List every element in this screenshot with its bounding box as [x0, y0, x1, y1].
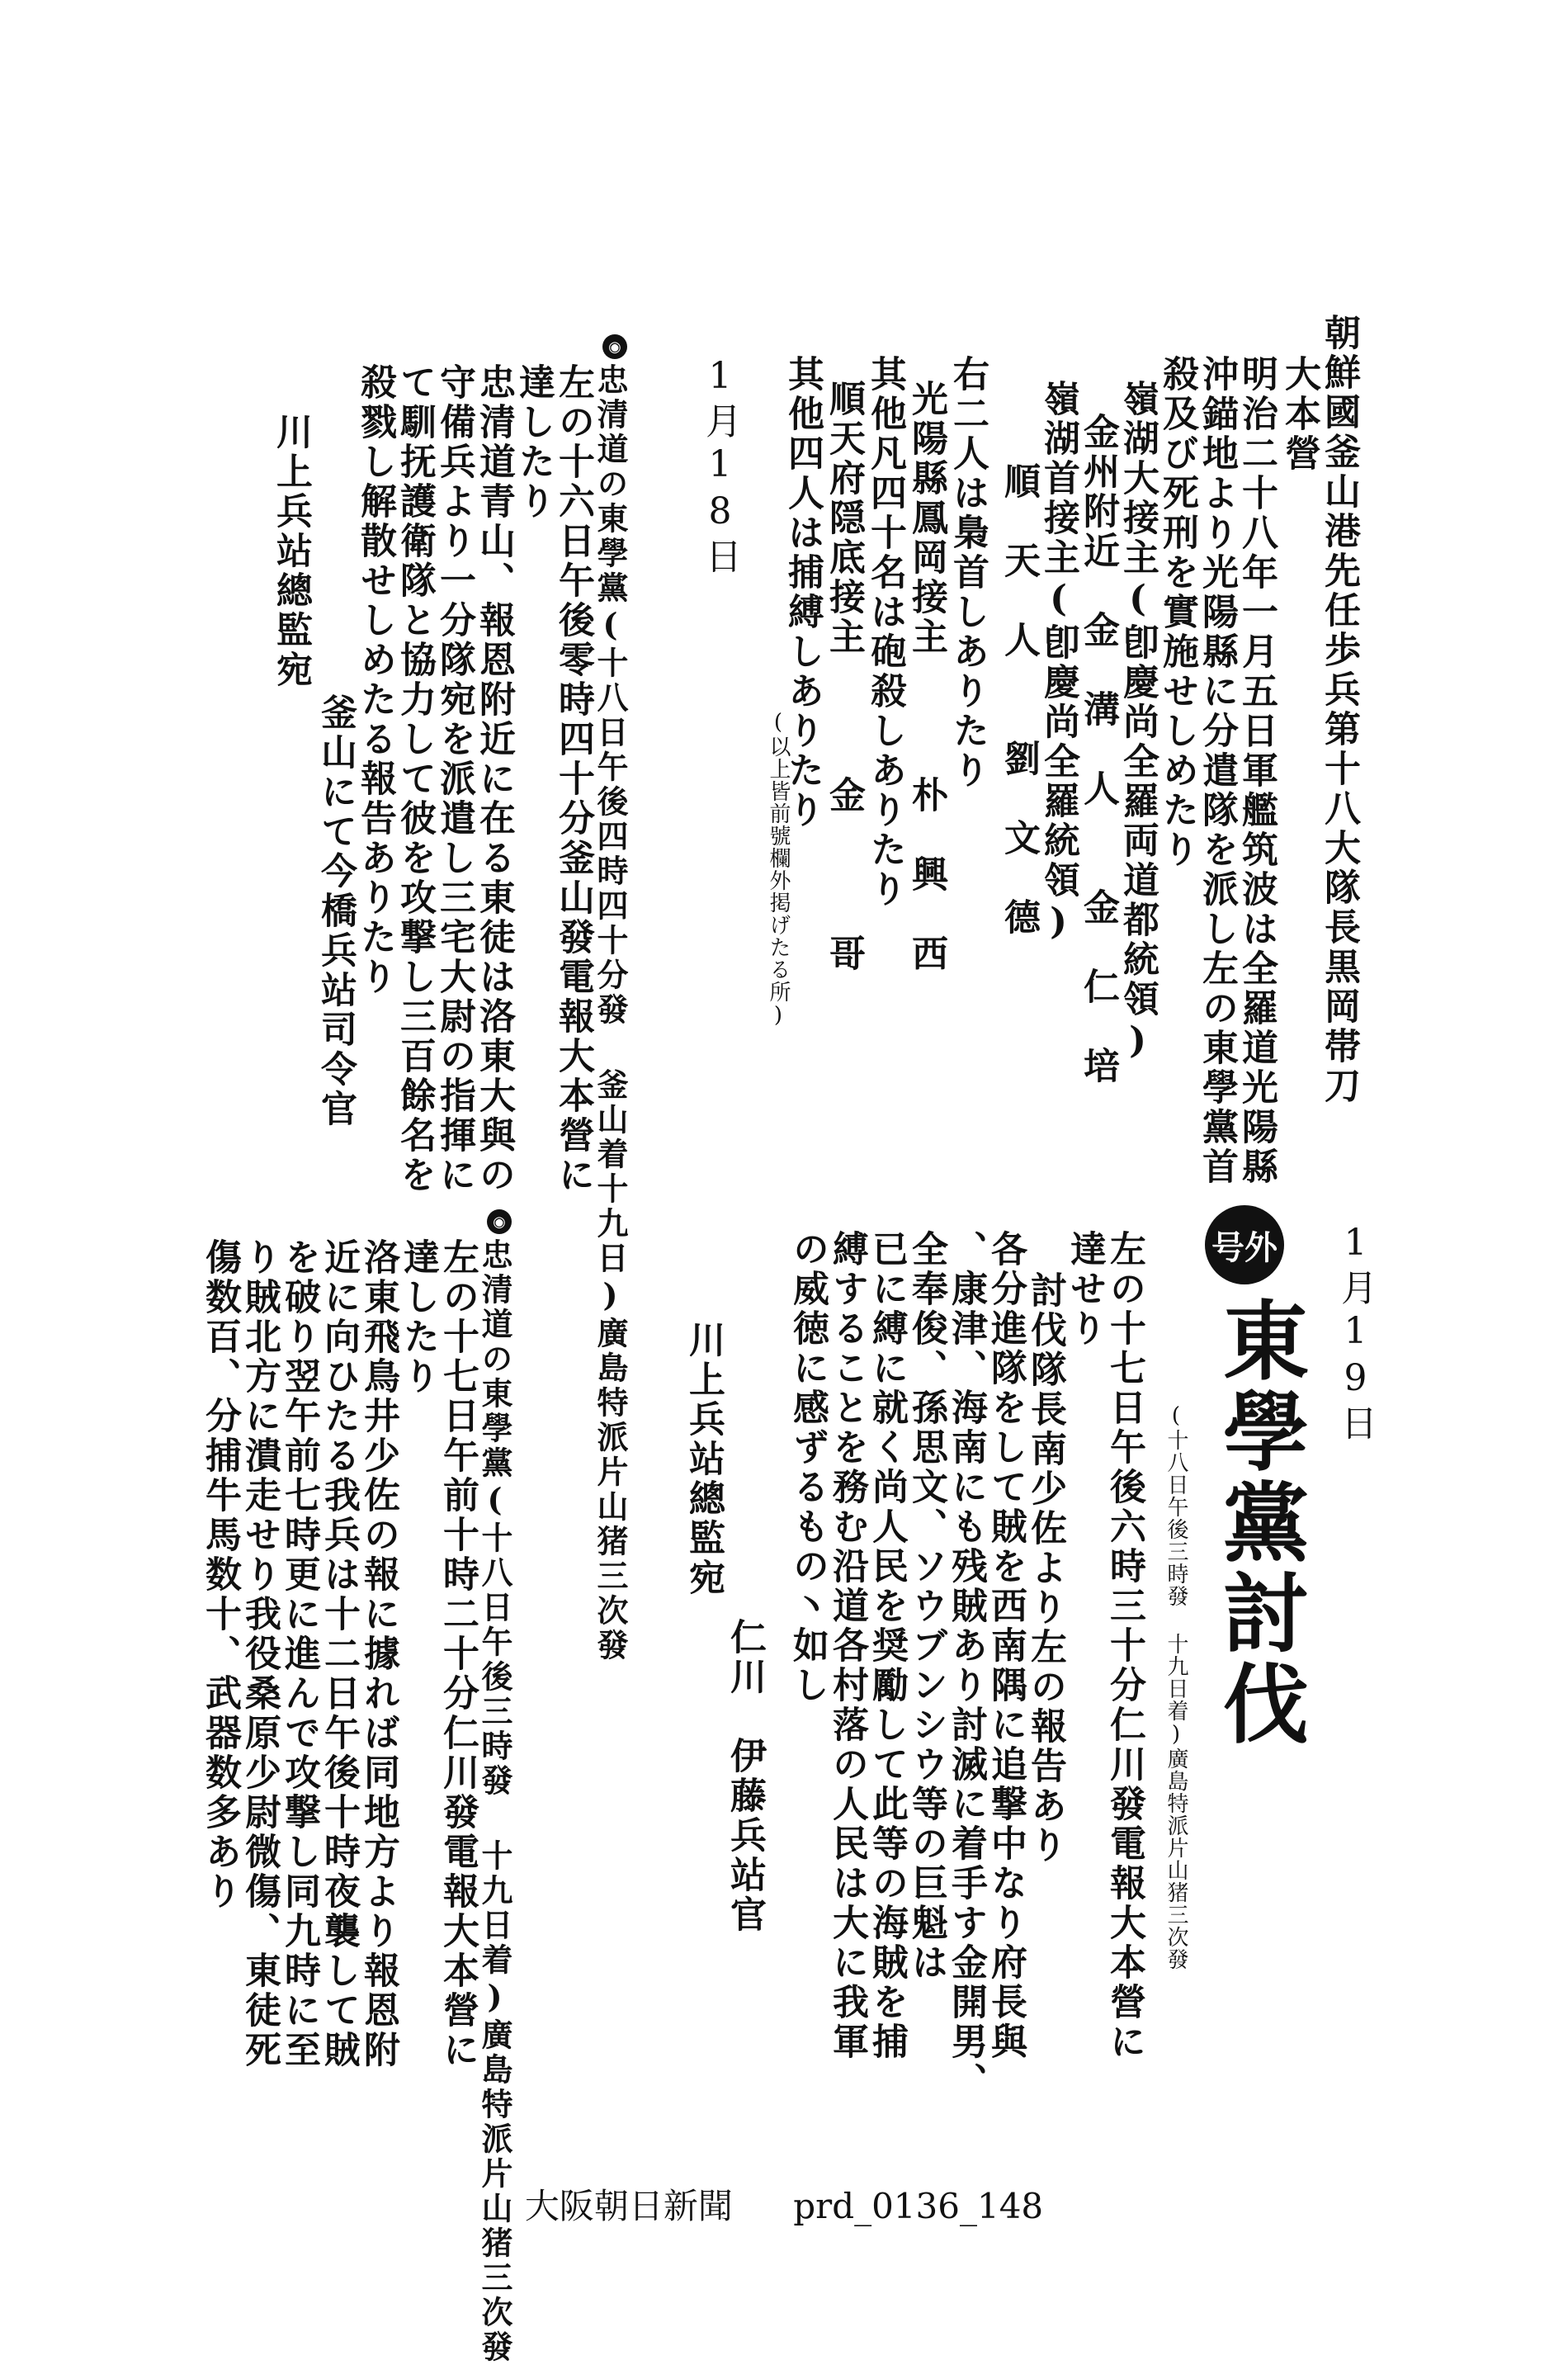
article2-line-3: 達したり: [512, 363, 555, 522]
article1-line-1: 明治二十八年一月五日軍艦筑波は全羅道光陽縣: [1235, 355, 1278, 1187]
article1-line-11: 順天府隠底接主 金 哥: [823, 380, 865, 974]
article1-line-10: 其他凡四十名は砲殺しありたり: [864, 355, 906, 910]
article4-line-8: 傷数百、分捕牛馬数十、武器数多あり: [199, 1238, 241, 1912]
article3-sign-from: 仁川 伊藤兵站官: [724, 1618, 766, 1935]
article1-line-2: 沖錨地より光陽縣に分遣隊を派し左の東學黨首: [1196, 355, 1238, 1187]
article3-line-6: 全奉俊、孫思文、ソウブンシウ等の巨魁は: [905, 1230, 947, 1983]
article1-title: 朝鮮國釜山港先任歩兵第十八大隊長黒岡帯刀: [1318, 314, 1360, 1106]
article4-line-4: 洛東飛鳥井少佐の報に據れば同地方より報恩附: [357, 1238, 399, 2070]
article1-line-4: 嶺湖大接主(卽慶尚全羅両道都統領): [1117, 380, 1159, 1065]
article1-line-8: 右二人は梟首しありたり: [947, 355, 989, 791]
article1-subline: 大本營: [1278, 355, 1320, 474]
article4-badge: ◉: [487, 1209, 512, 1234]
article2-badge: ◉: [602, 334, 627, 359]
article3-line-2: 達せり: [1064, 1230, 1106, 1349]
article1-note: (以上皆前號欄外掲げたる所): [766, 710, 791, 1029]
article2-line-4: 忠清道青山、報恩附近に在る東徒は洛東大與の: [473, 363, 515, 1195]
newspaper-name: 大阪朝日新聞: [524, 2186, 733, 2226]
article3-line-3: 討伐隊長南少佐より左の報告あり: [1024, 1271, 1066, 1866]
article3-line-8: 縛することを務む沿道各村落の人民は大に我軍: [826, 1230, 868, 2062]
article2-line-2: 左の十六日午後零時四十分釜山發電報大本營に: [552, 363, 594, 1195]
article4-line-3: 達したり: [397, 1238, 439, 1397]
article1-line-12: 其他四人は捕縛しありたり: [782, 355, 824, 830]
article4-line-7: り賊北方に潰走せり我役桑原少尉微傷、東徒死: [239, 1238, 281, 2070]
article3-line-5: 、康津、海南にも残賊あり討滅に着手す金開男、: [945, 1230, 987, 2102]
article3-line-9: の威徳に感ずるもの丶如し: [786, 1230, 829, 1705]
article1-line-5: 金州附近 金 溝 人 金 仁 培: [1077, 413, 1119, 1086]
article2-line-1: 忠清道の東學黨(十八日午後四時四十分發 釜山着十九日)廣島特派片山猪三次發: [592, 363, 629, 1663]
article4-line-2: 左の十七日午前十時二十分仁川發電報大本營に: [437, 1238, 479, 2070]
article2-signature: 川上兵站總監宛: [270, 413, 312, 690]
article3-line-4: 各分進隊をして賊を西南隅に追撃中なり府長與: [985, 1230, 1027, 2062]
article3-line-7: 已に縛に就く尚人民を奨勵して此等の海賊を捕: [866, 1230, 908, 2062]
article2-line-7: 殺戮し解散せしめたる報告ありたり: [354, 363, 396, 997]
article3-byline: (十八日午後三時發 十九日着)廣島特派片山猪三次發: [1164, 1403, 1188, 1970]
article1-line-6: 嶺湖首接主(卽慶尚全羅統領): [1037, 380, 1079, 946]
article1-line-7: 順 天 人 劉 文 德: [998, 462, 1040, 938]
document-code: prd_0136_148: [793, 2186, 1044, 2226]
article4-line-6: を破り翌午前七時更に進んで攻撃し同九時に至: [278, 1238, 320, 2070]
article3-headline: 東學黨討伐: [1208, 1296, 1310, 1750]
article2-line-8: 釜山にて今橋兵站司令官: [314, 693, 357, 1129]
article2-line-5: 守備兵より一分隊宛を派遣し三宅大尉の指揮に: [433, 363, 475, 1195]
article4-line-5: 近に向ひたる我兵は十二日午後十時夜襲して賊: [318, 1238, 360, 2070]
article2-date: 1月18日: [699, 355, 741, 579]
article3-line-1: 左の十七日午後六時三十分仁川發電報大本營に: [1103, 1230, 1145, 2062]
article3-date: 1月19日: [1334, 1222, 1377, 1445]
article2-line-6: て馴抚護衛隊と協力して彼を攻撃し三百餘名を: [394, 363, 436, 1195]
article4-line-1: 忠清道の東學黨(十八日午後三時發 十九日着)廣島特派片山猪三次發: [476, 1238, 513, 2365]
page-footer: [0, 2179, 1568, 2229]
article3-sign-to: 川上兵站總監宛: [682, 1321, 725, 1598]
article1-line-9: 光陽縣鳳岡接主 朴 興 西: [905, 380, 947, 974]
article1-line-3: 殺及び死刑を實施せしめたり: [1156, 355, 1198, 870]
article3-badge: 号外: [1205, 1205, 1284, 1284]
